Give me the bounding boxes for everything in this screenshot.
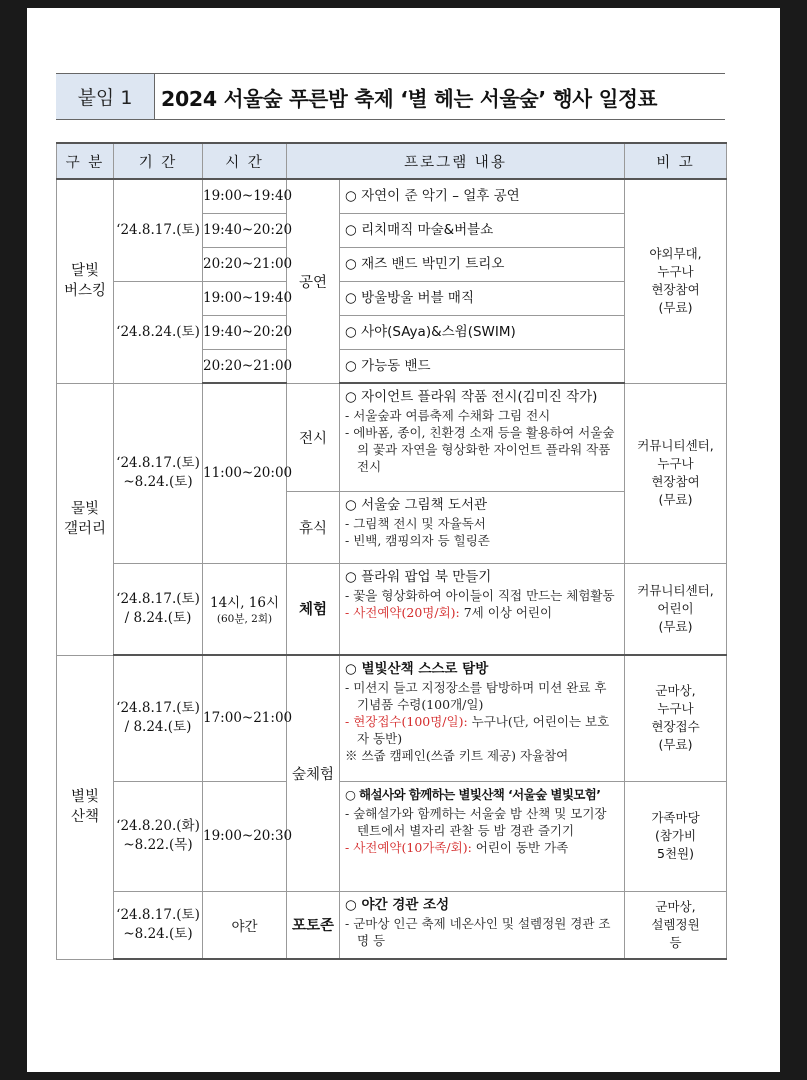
header-period: 기 간	[114, 143, 203, 179]
category-cell: 물빛 갤러리	[57, 383, 114, 655]
program-cell	[340, 247, 625, 281]
date-cell: ‘24.8.17.(토)	[114, 179, 203, 281]
program-cell	[340, 655, 625, 781]
table-row	[57, 563, 727, 655]
program-cell	[340, 349, 625, 383]
date-cell: ‘24.8.20.(화) ~8.22.(목)	[114, 781, 203, 891]
reservation-highlight: - 사전예약(10가족/회):	[345, 839, 472, 855]
category-cell: 별빛 산책	[57, 655, 114, 959]
time-cell: 19:40~20:20	[203, 315, 287, 349]
program-cell	[340, 383, 625, 491]
time-cell	[203, 563, 287, 655]
header-category: 구 분	[57, 143, 114, 179]
walkin-highlight: - 현장접수(100명/일):	[345, 714, 468, 729]
type-cell: 숲체험	[287, 655, 340, 891]
table-row	[57, 891, 727, 959]
program-cell	[340, 491, 625, 563]
time-cell: 야간	[203, 891, 287, 959]
program-bullet: - 서울숲과 여름축제 수채화 그림 전시	[345, 408, 551, 423]
program-cell	[340, 281, 625, 315]
program-title: ○ 자이언트 플라워 작품 전시(김미진 작가)	[345, 389, 598, 405]
document-title-bar	[56, 73, 725, 120]
walkin-detail: 누구나(단, 어린이는 보호자 동반)	[357, 714, 610, 746]
program-cell	[340, 179, 625, 213]
time-text: 14시, 16시	[209, 595, 280, 612]
date-cell: ‘24.8.17.(토) / 8.24.(토)	[114, 563, 203, 655]
date-cell: ‘24.8.17.(토) ~8.24.(토)	[114, 891, 203, 959]
time-subtext: (60분, 2회)	[216, 613, 273, 626]
program-bullet: - 군마상 인근 축제 네온사인 및 설렘정원 경관 조명 등	[345, 915, 611, 948]
header-note: 비 고	[625, 143, 727, 179]
type-cell: 전시	[287, 383, 340, 491]
program-bullet	[345, 713, 620, 747]
program-bullet: - 빈백, 캠핑의자 등 힐링존	[345, 532, 490, 548]
program-title: ○ 야간 경관 조성	[345, 896, 450, 913]
program-cell	[340, 213, 625, 247]
schedule-table	[56, 142, 727, 960]
date-cell: ‘24.8.24.(토)	[114, 281, 203, 383]
note-cell: 커뮤니티센터, 누구나 현장참여 (무료)	[625, 383, 727, 563]
table-row	[57, 179, 727, 213]
program-bullet: - 숲해설가와 함께하는 서울숲 밤 산책 및 모기장 텐트에서 별자리 관찰 등 밤 경관 즐기기	[345, 805, 607, 838]
note-cell: 야외무대, 누구나 현장참여 (무료)	[625, 179, 727, 383]
time-cell: 19:00~19:40	[203, 179, 287, 213]
reservation-detail: 어린이 동반 가족	[471, 839, 569, 855]
program-bullet: - 꽃을 형상화하여 아이들이 직접 만드는 체험활동	[345, 587, 615, 603]
program-title: ○ 플라워 팝업 북 만들기	[345, 568, 492, 585]
note-cell: 군마상, 설렘정원 등	[625, 891, 727, 959]
program-title: ○ 해설사와 함께하는 별빛산책 ‘서울숲 별빛모험’	[345, 786, 601, 802]
time-cell: 11:00~20:00	[203, 383, 287, 563]
program-title: ○ 방울방울 버블 매직	[345, 290, 474, 306]
program-title: ○ 사야(SAya)&스윔(SWIM)	[345, 324, 516, 340]
time-cell: 19:00~19:40	[203, 281, 287, 315]
program-bullet: - 에바폼, 종이, 친환경 소재 등을 활용하여 서울숲의 꽃과 자연을 형상화한 자이언트 플라워 작품 전시	[345, 425, 615, 474]
date-cell: ‘24.8.17.(토) ~8.24.(토)	[114, 383, 203, 563]
time-cell: 17:00~21:00	[203, 655, 287, 781]
program-title: ○ 리치매직 마술&버블쇼	[345, 222, 494, 238]
time-cell: 20:20~21:00	[203, 247, 287, 281]
table-row	[57, 781, 727, 891]
program-title: ○ 가능동 밴드	[345, 357, 431, 374]
reservation-highlight: - 사전예약(20명/회):	[345, 604, 460, 620]
program-title: ○ 재즈 밴드 박민기 트리오	[345, 256, 505, 272]
table-row	[57, 655, 727, 781]
category-cell: 달빛 버스킹	[57, 179, 114, 383]
note-cell: 가족마당 (참가비 5천원)	[625, 781, 727, 891]
type-cell: 휴식	[287, 491, 340, 563]
table-row	[57, 383, 727, 491]
time-cell: 19:40~20:20	[203, 213, 287, 247]
attachment-tag: 붙임 1	[56, 74, 155, 119]
program-cell	[340, 891, 625, 959]
type-cell: 체험	[287, 563, 340, 655]
program-bullet: ※ 쓰줍 캠페인(쓰줍 키트 제공) 자율참여	[345, 748, 569, 763]
program-bullet: - 그림책 전시 및 자율독서	[345, 515, 486, 531]
program-title: ○ 자연이 준 악기 – 얼후 공연	[345, 188, 520, 205]
note-cell: 군마상, 누구나 현장접수 (무료)	[625, 655, 727, 781]
type-cell: 공연	[287, 179, 340, 383]
document-title: 2024 서울숲 푸른밤 축제 ‘별 헤는 서울숲’ 행사 일정표	[161, 86, 658, 111]
program-bullet: - 미션지 들고 지정장소를 탐방하며 미션 완료 후 기념품 수령(100개/일)	[345, 680, 607, 712]
reservation-detail: 7세 이상 어린이	[459, 604, 553, 620]
program-cell	[340, 781, 625, 891]
program-cell	[340, 563, 625, 655]
header-program: 프로그램 내용	[287, 143, 625, 179]
time-cell: 20:20~21:00	[203, 349, 287, 383]
program-title: ○ 서울숲 그림책 도서관	[345, 496, 488, 513]
header-time: 시 간	[203, 143, 287, 179]
date-cell: ‘24.8.17.(토) / 8.24.(토)	[114, 655, 203, 781]
program-cell	[340, 315, 625, 349]
time-cell: 19:00~20:30	[203, 781, 287, 891]
note-cell: 커뮤니티센터, 어린이 (무료)	[625, 563, 727, 655]
program-title: ○ 별빛산책 스스로 탐방	[345, 661, 489, 677]
type-cell: 포토존	[287, 891, 340, 959]
table-header-row	[57, 143, 727, 179]
program-bullet	[345, 604, 620, 621]
program-bullet	[345, 839, 620, 856]
